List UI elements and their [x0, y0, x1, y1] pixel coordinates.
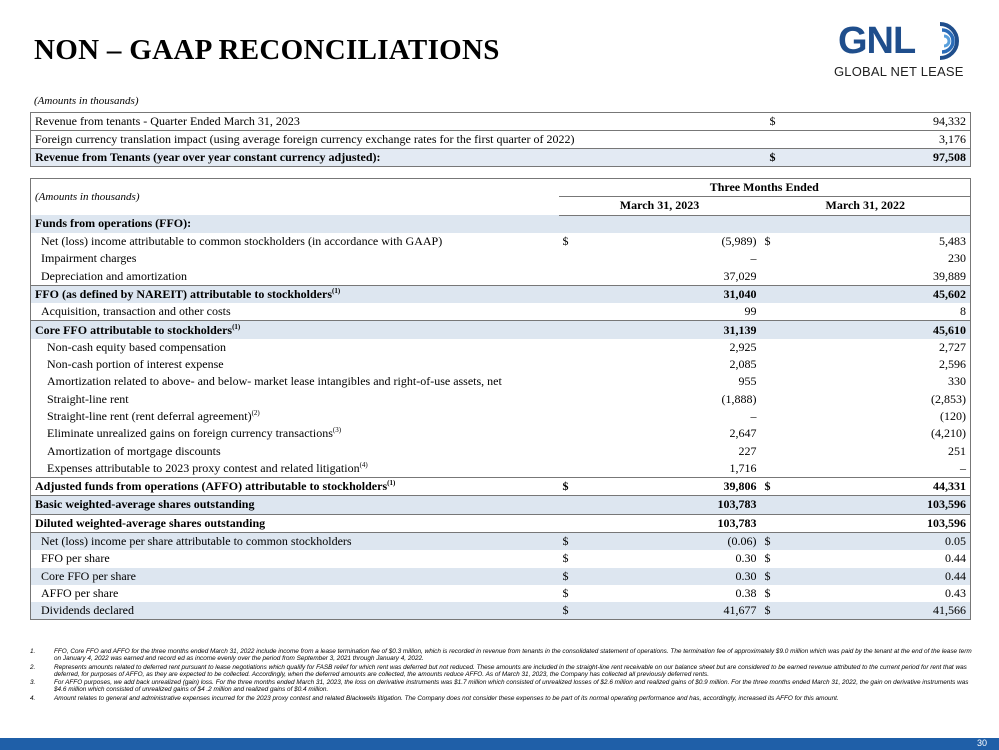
row-label: Revenue from Tenants (year over year constant currency adjusted):	[31, 149, 766, 167]
value-2022: 45,602	[791, 285, 971, 303]
row-label: Straight-line rent	[47, 391, 129, 406]
table-row	[31, 514, 971, 532]
footnote-ref: (1)	[332, 286, 341, 295]
ffo-reconciliation-table	[30, 178, 971, 620]
currency-2023: $	[559, 532, 589, 550]
row-label: Basic weighted-average shares outstanding	[31, 496, 559, 514]
page-number: 30	[976, 738, 987, 748]
currency-2022: $	[761, 478, 791, 496]
currency-2023: $	[559, 478, 589, 496]
currency-2023: $	[562, 234, 569, 249]
currency-2023	[559, 339, 589, 356]
value-2023: 99	[744, 304, 757, 319]
currency-2022	[761, 373, 791, 390]
value-2022: 44,331	[791, 478, 971, 496]
currency-2022	[761, 425, 791, 442]
currency-2022	[761, 250, 791, 267]
row-label: Revenue from tenants - Quarter Ended March 31, 2023	[31, 113, 766, 131]
value-2022: 2,596	[939, 357, 967, 372]
logo-subtitle: GLOBAL NET LEASE	[834, 64, 964, 79]
value-2023: 103,783	[589, 496, 761, 514]
row-label: Amortization related to above- and below- market lease intangibles and right-of-use assets, net	[47, 374, 502, 389]
table-row	[31, 602, 971, 620]
column-header-2023: March 31, 2023	[559, 197, 761, 215]
value-2022: 330	[948, 374, 967, 389]
value-2023: 0.38	[735, 585, 757, 600]
footnote: 2. Represents amounts related to deferred rent pursuant to lease negotiations which qualify for FASB relief for which rent was deferred but not reduced. These amounts are included in the straight-line rent receivable on our balance sheet but are considered to be earned revenue attributed to the current period for rent that was deferred, for purposes of AFFO, as they are expected to be collected. Accordingly, when the deferred amounts are collected, the amounts reduce AFFO. As of March 31, 2023, the Company has collected all previously deferred rents.	[30, 663, 967, 678]
value-2023: 0.30	[735, 551, 757, 566]
row-label: Straight-line rent (rent deferral agreement)$^{(2)}$	[47, 409, 260, 423]
value-2022: 0.44	[945, 551, 967, 566]
footnote: 1. FFO, Core FFO and AFFO for the three months ended March 31, 2022 include income from a lease termination fee of $0.3 million, which is recorded in revenue from tenants in the consolidated statement of operations. The termination fee of approximately $9.0 million which was paid by the tenant at the end of the lease term on January 4, 2022 was earned and record ed as income evenly over the period from September 3, 2021 through January 4, 2022.	[30, 648, 972, 663]
row-currency	[766, 131, 796, 149]
currency-2022	[761, 303, 791, 321]
row-label: FFO per share	[41, 551, 110, 566]
footnote-ref: (1)	[232, 322, 241, 331]
value-2022	[791, 215, 971, 233]
row-currency: $	[766, 113, 796, 131]
row-label: AFFO per share	[41, 585, 119, 600]
currency-2022	[761, 408, 791, 425]
footnote-ref: (2)	[251, 409, 260, 417]
row-label: Non-cash portion of interest expense	[47, 357, 224, 372]
table-row	[31, 585, 971, 602]
currency-2023	[559, 215, 589, 233]
table-row	[31, 233, 971, 250]
value-2022: 45,610	[791, 321, 971, 339]
currency-2023	[559, 496, 589, 514]
table-row	[31, 496, 971, 514]
row-label: Amortization of mortgage discounts	[47, 443, 221, 458]
footnotes	[30, 648, 975, 703]
value-2023: 0.30	[589, 568, 761, 585]
page-title: NON – GAAP RECONCILIATIONS	[34, 34, 500, 66]
currency-2022	[761, 391, 791, 408]
value-2022: 0.43	[945, 585, 967, 600]
footer-bar	[0, 738, 999, 750]
table-row-total	[31, 149, 971, 167]
value-2023: 39,806	[589, 478, 761, 496]
currency-2023	[559, 391, 589, 408]
table-row	[31, 408, 971, 425]
value-2022: (2,853)	[931, 391, 967, 406]
company-logo	[834, 16, 974, 86]
row-label: Net (loss) income attributable to common stockholders (in accordance with GAAP)	[41, 234, 443, 249]
row-value: 97,508	[796, 149, 971, 167]
row-label: Impairment charges	[41, 251, 137, 266]
currency-2022: $	[764, 585, 771, 600]
value-2023: (0.06)	[589, 532, 761, 550]
footnote-ref: (1)	[387, 479, 396, 488]
table-row	[31, 568, 971, 585]
value-2023: 227	[738, 443, 757, 458]
value-2023: 2,647	[729, 426, 757, 441]
value-2022: 39,889	[933, 268, 967, 283]
row-label: FFO (as defined by NAREIT) attributable to stockholders$^{(1)}$	[31, 285, 559, 303]
value-2022: 8	[960, 304, 967, 319]
value-2022: (4,210)	[931, 426, 967, 441]
currency-2022	[761, 285, 791, 303]
footnote-ref: (4)	[359, 460, 368, 469]
row-currency: $	[766, 149, 796, 167]
row-label: Core FFO attributable to stockholders$^{(1)}$	[31, 321, 559, 339]
table-row	[31, 550, 971, 567]
currency-2023	[559, 514, 589, 532]
value-2022: 2,727	[939, 339, 967, 354]
currency-2023	[559, 373, 589, 390]
value-2022: (120)	[940, 409, 967, 423]
footnote: 3. For AFFO purposes, we add back unrealized (gain) loss. For the three months ended March 31, 2023, the loss on derivative instruments was $1.7 million which consisted of unrealized losses of $2.6 million and realized gains of $0.9 million. For the three months ended March 31, 2022, the gain on derivative instruments was $4.6 million which consisted of unrealized gains of $4 .2 million and realized gains of $0.4 million.	[30, 679, 969, 694]
table-row	[31, 478, 971, 496]
value-2022: 103,596	[791, 496, 971, 514]
table-row	[31, 460, 971, 478]
row-label: Diluted weighted-average shares outstanding	[31, 514, 559, 532]
table-row	[31, 442, 971, 459]
value-2023: 41,677	[589, 602, 761, 620]
value-2022: 0.05	[791, 532, 971, 550]
currency-2023: $	[562, 585, 569, 600]
currency-2023	[559, 408, 589, 425]
currency-2022	[761, 339, 791, 356]
row-label: Dividends declared	[31, 602, 559, 620]
table-row	[31, 532, 971, 550]
currency-2022	[761, 267, 791, 285]
currency-2023	[559, 267, 589, 285]
table-row	[31, 131, 971, 149]
currency-2023	[559, 250, 589, 267]
logo-swirl-icon	[930, 20, 970, 62]
currency-2023	[559, 425, 589, 442]
value-2023: 31,139	[589, 321, 761, 339]
currency-2023	[559, 303, 589, 321]
row-label: Acquisition, transaction and other costs	[41, 304, 231, 319]
logo-brand: GNL	[838, 20, 916, 62]
table-amounts-note: (Amounts in thousands)	[35, 191, 140, 204]
row-label: Foreign currency translation impact (using average foreign currency exchange rates for the first quarter of 2022)	[31, 131, 766, 149]
currency-2022: $	[764, 551, 771, 566]
currency-2023: $	[562, 551, 569, 566]
table-row	[31, 250, 971, 267]
row-label: Non-cash equity based compensation	[47, 339, 226, 354]
table-row	[31, 391, 971, 408]
value-2023: 37,029	[723, 268, 757, 283]
footnote: 4. Amount relates to general and administrative expenses incurred for the 2023 proxy contest and related Blackwells litigation. The Company does not consider these expenses to be part of its normal operating performance and has, accordingly, increased its AFFO for this amount.	[30, 694, 839, 702]
value-2022: 41,566	[791, 602, 971, 620]
row-label: Adjusted funds from operations (AFFO) attributable to stockholders$^{(1)}$	[31, 478, 559, 496]
currency-2023: $	[559, 568, 589, 585]
value-2022: 0.44	[791, 568, 971, 585]
table-row	[31, 267, 971, 285]
value-2023: 31,040	[589, 285, 761, 303]
value-2023: (5,989)	[721, 234, 757, 249]
currency-2023	[559, 442, 589, 459]
row-label: Funds from operations (FFO):	[31, 215, 559, 233]
value-2022: 230	[948, 251, 967, 266]
currency-2022: $	[761, 568, 791, 585]
currency-2022	[761, 496, 791, 514]
currency-2023	[559, 356, 589, 373]
row-value: 94,332	[796, 113, 971, 131]
currency-2023	[559, 285, 589, 303]
currency-2022: $	[761, 602, 791, 620]
value-2022: 103,596	[791, 514, 971, 532]
currency-2023	[559, 460, 589, 478]
value-2023: 2,925	[729, 339, 757, 354]
currency-2022	[761, 460, 791, 478]
row-label: Expenses attributable to 2023 proxy contest and related litigation$^{(4)}$	[47, 460, 368, 475]
currency-2022: $	[761, 532, 791, 550]
table-row	[31, 373, 971, 390]
value-2023	[589, 215, 761, 233]
table-row	[31, 321, 971, 339]
currency-2023: $	[559, 602, 589, 620]
column-header-2022: March 31, 2022	[761, 197, 971, 215]
table-row	[31, 113, 971, 131]
value-2022: 251	[948, 443, 967, 458]
value-2023: –	[750, 409, 757, 423]
value-2023: 103,783	[589, 514, 761, 532]
value-2023: 955	[738, 374, 757, 389]
value-2023: (1,888)	[721, 391, 757, 406]
period-header: Three Months Ended	[559, 179, 971, 197]
value-2022: 5,483	[939, 234, 967, 249]
currency-2022	[761, 356, 791, 373]
value-2023: 1,716	[729, 460, 757, 475]
table-row	[31, 215, 971, 233]
value-2023: –	[750, 251, 757, 266]
row-label: Core FFO per share	[31, 568, 559, 585]
currency-table	[30, 112, 971, 167]
table-row	[31, 285, 971, 303]
row-label: Eliminate unrealized gains on foreign currency transactions$^{(3)}$	[47, 426, 342, 441]
amounts-note: (Amounts in thousands)	[34, 95, 139, 107]
currency-2023	[559, 321, 589, 339]
row-label: Depreciation and amortization	[41, 268, 187, 283]
value-2022: –	[960, 460, 967, 475]
currency-2022	[761, 215, 791, 233]
row-label: Net (loss) income per share attributable to common stockholders	[31, 532, 559, 550]
footnote-ref: (3)	[332, 426, 342, 435]
currency-2022	[761, 442, 791, 459]
currency-2022	[761, 514, 791, 532]
table-row	[31, 303, 971, 321]
value-2023: 2,085	[729, 357, 757, 372]
table-row	[31, 339, 971, 356]
table-row	[31, 425, 971, 442]
table-row	[31, 356, 971, 373]
currency-2022: $	[764, 234, 771, 249]
currency-2022	[761, 321, 791, 339]
row-value: 3,176	[796, 131, 971, 149]
